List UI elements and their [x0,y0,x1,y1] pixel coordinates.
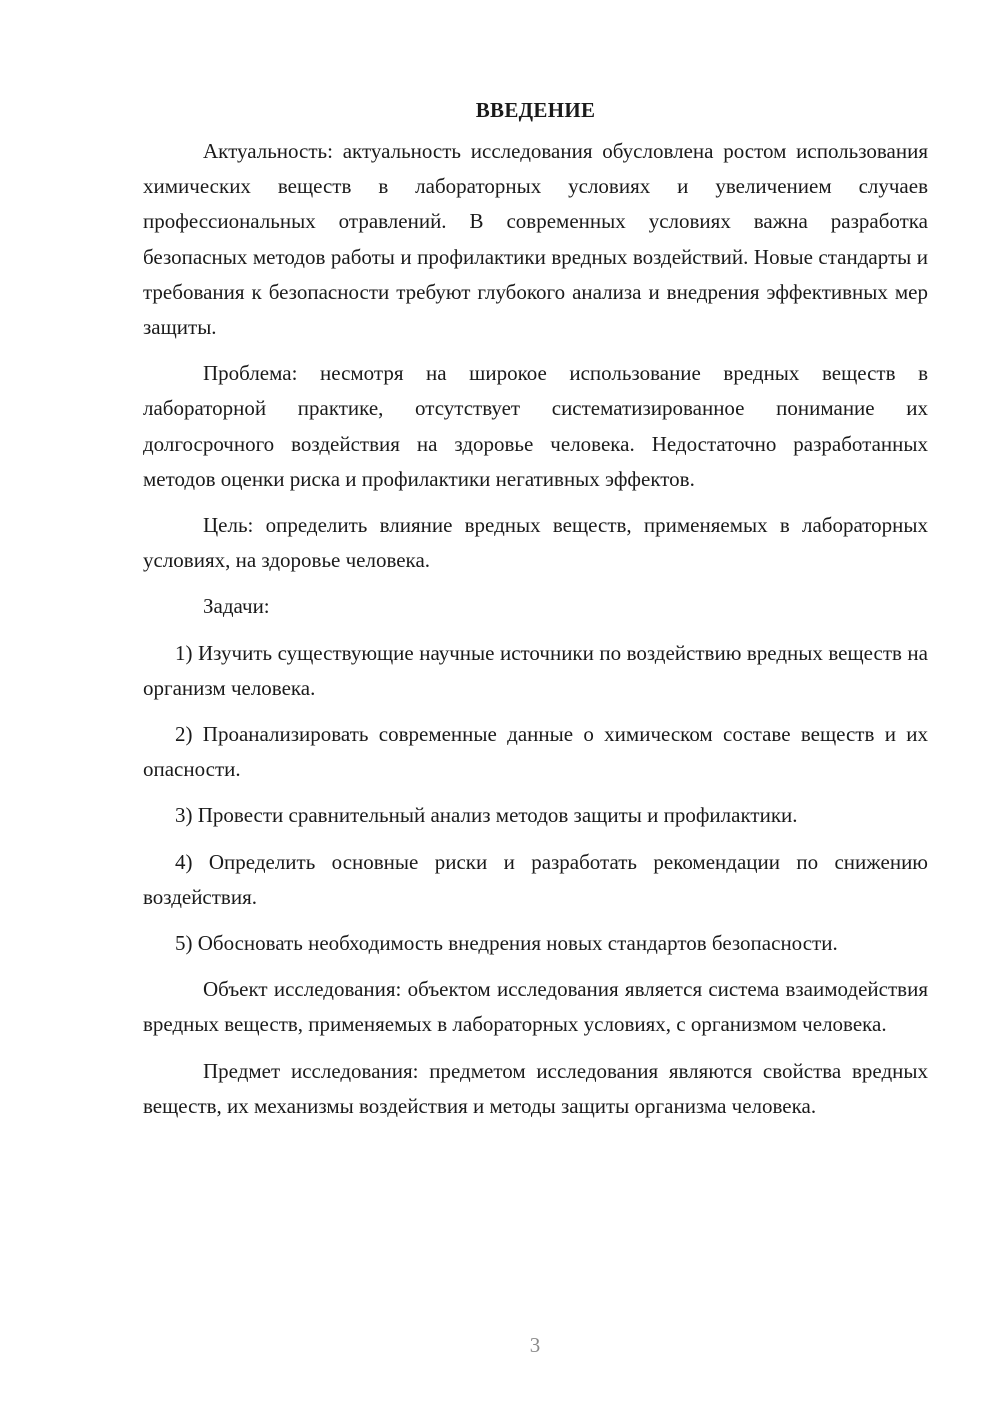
task-item-4: 4) Определить основные риски и разработать рекомендации по снижению воздействия. [143,849,928,909]
task-item-2: 2) Проанализировать современные данные о химическом составе веществ и их опасности. [143,722,928,782]
document-page [143,95,928,1135]
paragraph-object: Объект исследования: объектом исследования является система взаимодействия вредных веществ, применяемых в лабораторных условиях, с организмом человека. [143,977,928,1037]
page-number: 3 [529,1333,541,1357]
paragraph-problem: Проблема: несмотря на широкое использование вредных веществ в лабораторной практике, отсутствует систематизированное понимание их долгосрочного воздействия на здоровье человека. Недостаточно разработанных методов оценки риска и профилактики негативных эффектов. [143,361,928,491]
task-item-1: 1) Изучить существующие научные источники по воздействию вредных веществ на организм человека. [143,640,928,700]
paragraph-subject: Предмет исследования: предметом исследования являются свойства вредных веществ, их механизмы воздействия и методы защиты организма человека. [143,1058,928,1118]
task-item-3: 3) Провести сравнительный анализ методов защиты и профилактики. [175,803,798,828]
paragraph-relevance: Актуальность: актуальность исследования обусловлена ростом использования химических веществ в лабораторных условиях и увеличением случаев профессиональных отравлений. В современных условиях важна разработка безопасных методов работы и профилактики вредных воздействий. Новые стандарты и требования к безопасности требуют глубокого анализа и внедрения эффективных мер защиты. [143,139,928,340]
section-heading: ВВЕДЕНИЕ [475,98,596,122]
paragraph-goal: Цель: определить влияние вредных веществ, применяемых в лабораторных условиях, на здоровье человека. [143,513,928,573]
task-item-5: 5) Обосновать необходимость внедрения новых стандартов безопасности. [175,931,838,956]
paragraph-tasks-label: Задачи: [203,594,270,619]
